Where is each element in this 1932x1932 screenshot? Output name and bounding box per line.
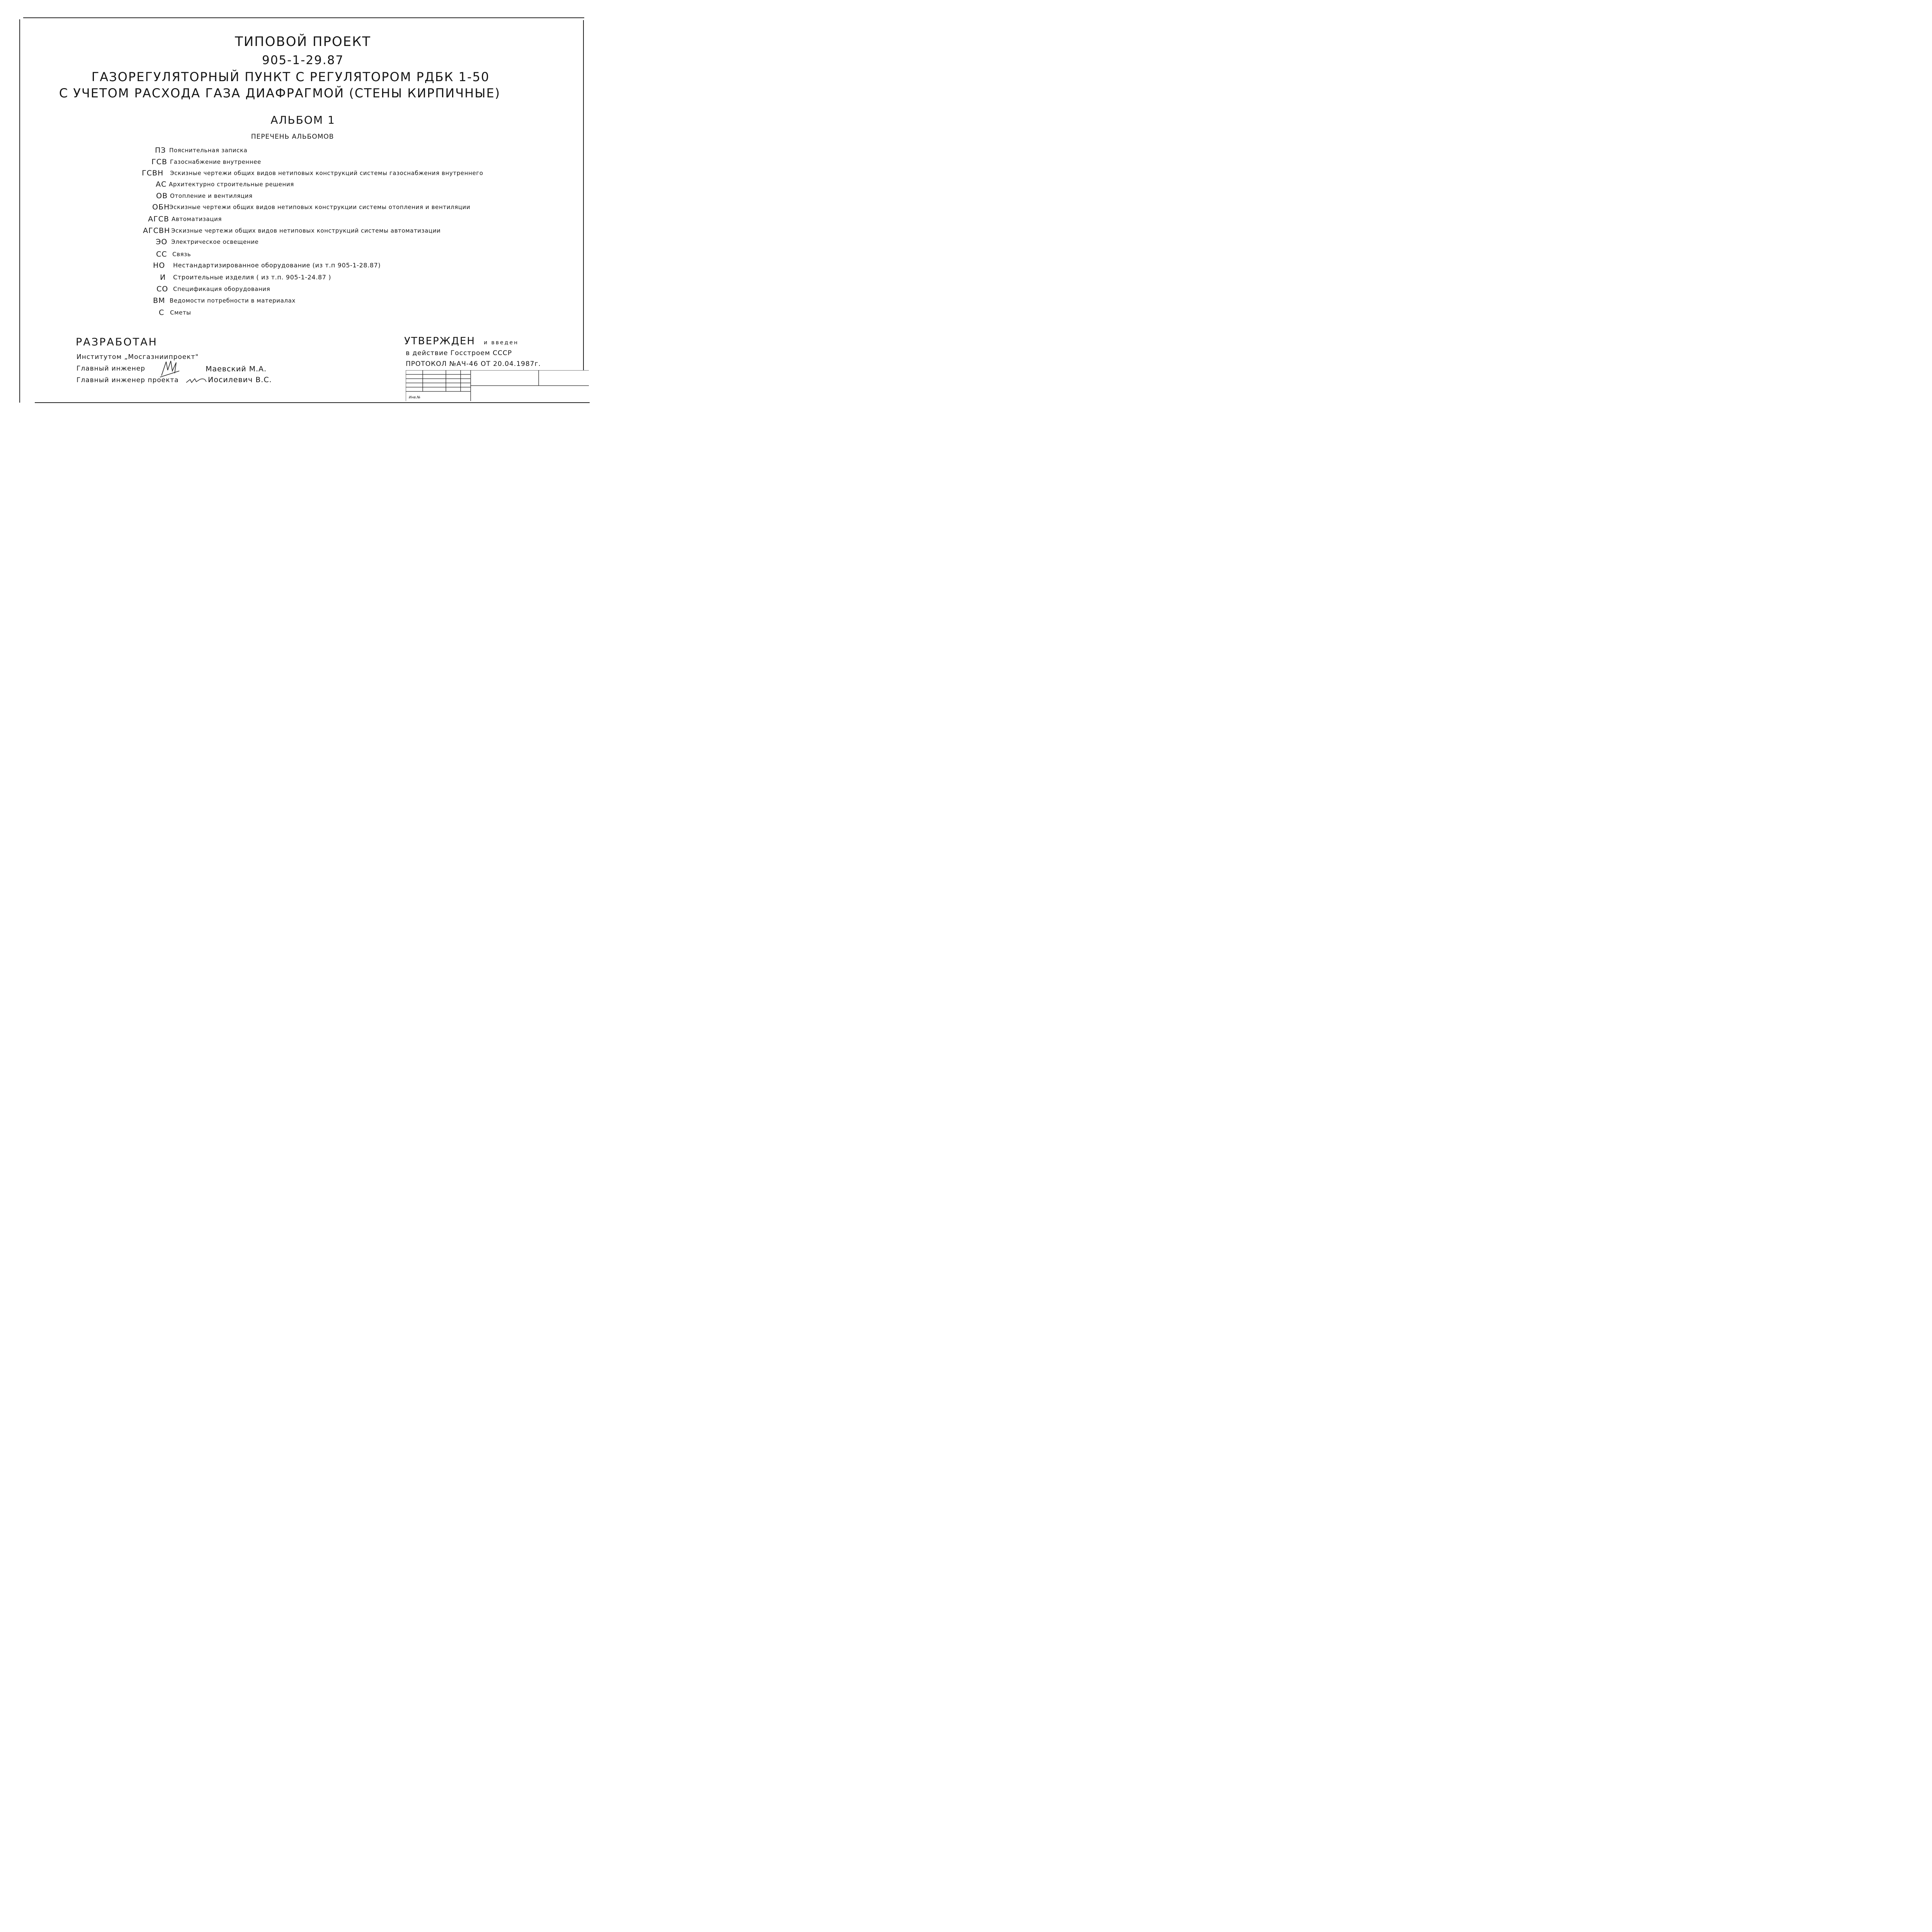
album-code: ВМ xyxy=(153,296,165,305)
album-description: Сметы xyxy=(170,309,191,316)
album-code: СС xyxy=(156,250,167,259)
approved-heading-tail: и введен xyxy=(484,340,519,346)
frame-border-top xyxy=(23,17,584,18)
album-code: НО xyxy=(153,261,165,270)
developer-institute: Институтом „Мосгазниипроект" xyxy=(77,353,199,361)
project-engineer-signature xyxy=(185,376,209,385)
album-code: АГСВ xyxy=(148,215,169,223)
inventory-number-label: Инв.№ xyxy=(409,396,421,400)
album-code: ОВ xyxy=(156,192,168,200)
album-code: АС xyxy=(156,180,167,189)
album-description: Спецификация оборудования xyxy=(173,286,270,293)
album-list-title: ПЕРЕЧЕНЬ АЛЬБОМОВ xyxy=(251,133,334,141)
developed-heading: РАЗРАБОТАН xyxy=(76,336,158,348)
frame-border-bottom xyxy=(35,402,590,403)
album-description: Ведомости потребности в материалах xyxy=(170,297,296,304)
album-description: Газоснабжение внутреннее xyxy=(170,158,261,165)
album-description: Эскизные чертежи общих видов нетиповых конструкции системы отопления и вентиляции xyxy=(169,204,471,211)
album-description: Архитектурно строительные решения xyxy=(169,181,294,188)
project-engineer-label: Главный инженер проекта xyxy=(77,376,179,384)
chief-engineer-label: Главный инженер xyxy=(77,365,145,372)
album-code: ГСВН xyxy=(142,169,164,177)
album-code: СО xyxy=(156,285,168,293)
album-description: Отопление и вентиляция xyxy=(170,192,253,199)
stamp-grid xyxy=(406,370,589,401)
frame-border-right xyxy=(583,20,584,370)
project-number: 905-1-29.87 xyxy=(262,53,344,67)
album-description: Автоматизация xyxy=(172,216,222,223)
album-code: АГСВН xyxy=(143,226,170,235)
project-type-heading: ТИПОВОЙ ПРОЕКТ xyxy=(235,34,371,49)
album-code: ГСВ xyxy=(151,158,167,166)
approved-heading: УТВЕРЖДЕН xyxy=(404,335,475,347)
approval-protocol: ПРОТОКОЛ №АЧ-46 ОТ 20.04.1987г. xyxy=(406,360,541,368)
project-engineer-name: Иосилевич В.С. xyxy=(208,376,272,384)
album-code: И xyxy=(160,273,166,282)
project-title-line-2: С УЧЕТОМ РАСХОДА ГАЗА ДИАФРАГМОЙ (СТЕНЫ КИРПИЧНЫЕ) xyxy=(59,86,501,100)
album-code: ЭО xyxy=(156,238,168,246)
chief-engineer-signature xyxy=(159,359,181,379)
project-title-line-1: ГАЗОРЕГУЛЯТОРНЫЙ ПУНКТ С РЕГУЛЯТОРОМ РДБК 1-50 xyxy=(91,70,490,84)
approval-authority: в действие Госстроем СССР xyxy=(406,349,512,357)
album-description: Электрическое освещение xyxy=(171,238,259,245)
album-description: Строительные изделия ( из т.п. 905-1-24.87 ) xyxy=(173,274,331,281)
album-title: АЛЬБОМ 1 xyxy=(270,114,335,126)
album-description: Связь xyxy=(172,251,191,258)
album-description: Пояснительная записка xyxy=(169,147,248,154)
album-description: Нестандартизированное оборудование (из т.п 905-1-28.87) xyxy=(173,262,381,269)
album-code: ПЗ xyxy=(155,146,166,155)
album-description: Эскизные чертежи общих видов нетиповых конструкций системы автоматизации xyxy=(171,227,441,234)
chief-engineer-name: Маевский М.А. xyxy=(206,365,267,373)
album-description: Эскизные чертежи общих видов нетиповых конструкций системы газоснабжения внутреннего xyxy=(170,170,483,177)
album-code: ОБН xyxy=(152,203,170,211)
album-code: С xyxy=(159,308,165,317)
